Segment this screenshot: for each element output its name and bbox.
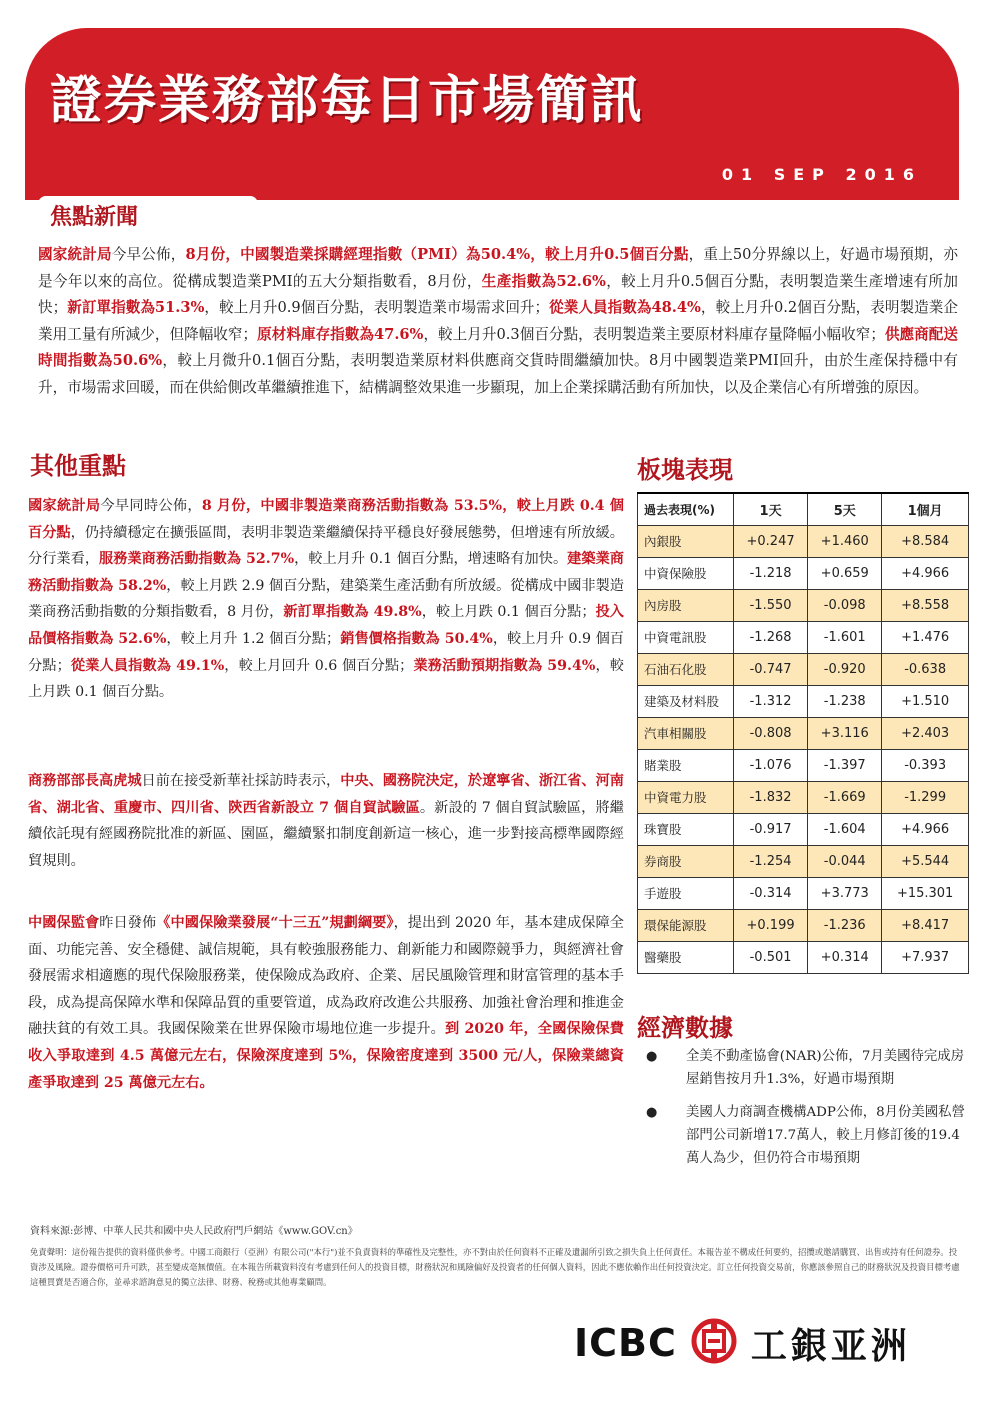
body-text: 日前在接受新華社採訪時表示，	[141, 773, 341, 789]
sector-name: 中資電力股	[638, 781, 734, 813]
value-1m: +15.301	[882, 877, 969, 909]
value-5d: -1.397	[808, 749, 882, 781]
header-5d: 5天	[808, 493, 882, 525]
sector-name: 中資電訊股	[638, 621, 734, 653]
body-text: 。新設的 7 個自貿試驗區，將繼續依託現有經國務院批准的新區、園區，繼續緊扣制度創新這一核心，進一步對接高標準國際經貿規則。	[28, 799, 624, 869]
table-row	[638, 653, 969, 685]
sector-name: 券商股	[638, 845, 734, 877]
economic-item-text: 美國人力商調查機構ADP公佈，8月份美國私營部門公司新增17.7萬人，較上月修訂後的19.4萬人為少，但仍符合市場預期	[686, 1105, 965, 1166]
value-5d: -1.236	[808, 909, 882, 941]
data-source: 資料來源:彭博、中華人民共和國中央人民政府門戶網站《www.GOV.cn》	[30, 1226, 358, 1237]
economic-data-title: 經濟數據	[637, 1014, 733, 1042]
sector-name: 珠寶股	[638, 813, 734, 845]
highlighted-text: 投入品價格指數為 52.6%	[28, 604, 624, 647]
highlighted-text: 到 2020 年，全國保險保費收入爭取達到 4.5 萬億元左右，保險深度達到 5%，保險密度達到 3500 元/人，保險業總資產爭取達到 25 萬億元左右。	[28, 1021, 624, 1091]
body-text: ，較上月升0.9個百分點，表明製造業市場需求回升；	[204, 299, 550, 317]
highlighted-text: 國家統計局	[28, 498, 101, 514]
bullet-icon: ●	[646, 1049, 658, 1064]
value-1d: -1.076	[734, 749, 808, 781]
economic-item-text: 全美不動產協會(NAR)公佈，7月美國待完成房屋銷售按月升1.3%，好過市場預期	[686, 1049, 965, 1087]
report-date: 01 SEP 2016	[721, 165, 922, 184]
value-1d: -1.254	[734, 845, 808, 877]
value-5d: -1.604	[808, 813, 882, 845]
focus-news-title: 焦點新聞	[50, 205, 139, 230]
body-text: 今早公佈，	[111, 246, 186, 263]
value-5d: -0.920	[808, 653, 882, 685]
value-1m: +4.966	[882, 557, 969, 589]
table-row	[638, 877, 969, 909]
body-text: ，提出到 2020 年，基本建成保障全面、功能完善、安全穩健、誠信規範，具有較強服務能力、創新能力和國際競爭力，與經濟社會發展需求相適應的現代保險服務業，使保險成為政府、企業、居民風險管理和財富管理的基本手段，成為提高保障水準和保障品質的重要管道，成為政府改進公共服務、加強社會治理和推進金融扶貧的有效工具。我國保險業在世界保險市場地位進一步提升。	[28, 915, 624, 1038]
body-text: ，較上月跌 0.1 個百分點；	[421, 604, 596, 621]
sector-name: 手遊股	[638, 877, 734, 909]
value-5d: -0.098	[808, 589, 882, 621]
value-1d: -0.747	[734, 653, 808, 685]
sector-name: 中資保險股	[638, 557, 734, 589]
sector-name: 醫藥股	[638, 941, 734, 973]
sector-name: 建築及材料股	[638, 685, 734, 717]
body-text: ，較上月升 0.9 個百分點；	[28, 630, 624, 674]
table-row	[638, 685, 969, 717]
table-row	[638, 845, 969, 877]
list-item	[640, 1101, 965, 1170]
economic-data-list	[640, 1045, 965, 1180]
table-row	[638, 557, 969, 589]
highlight-paragraph-nbs	[28, 493, 624, 706]
sector-performance-title: 板塊表現	[637, 456, 733, 484]
highlighted-text: 新訂單指數為51.3%	[67, 299, 205, 317]
table-row	[638, 781, 969, 813]
table-row	[638, 717, 969, 749]
bullet-icon: ●	[646, 1105, 658, 1120]
value-5d: +0.314	[808, 941, 882, 973]
value-5d: +1.460	[808, 525, 882, 557]
highlighted-text: 中央、國務院決定，於遼寧省、浙江省、河南省、湖北省、重慶市、四川省、陝西省新設立 7 個自貿試驗區	[28, 773, 624, 816]
highlighted-text: 國家統計局	[38, 246, 112, 263]
header-1d: 1天	[734, 493, 808, 525]
value-1d: +0.247	[734, 525, 808, 557]
value-1d: -0.808	[734, 717, 808, 749]
value-1m: +8.417	[882, 909, 969, 941]
icbc-emblem-icon	[691, 1318, 737, 1368]
value-5d: +0.659	[808, 557, 882, 589]
highlighted-text: 服務業商務活動指數為 52.7%	[99, 551, 295, 568]
highlight-paragraph-insurance	[28, 910, 624, 1096]
value-1m: +7.937	[882, 941, 969, 973]
sector-name: 內房股	[638, 589, 734, 621]
highlighted-text: 業務活動預期指數為 59.4%	[413, 657, 596, 674]
icbc-logo	[574, 1318, 911, 1368]
sector-name: 環保能源股	[638, 909, 734, 941]
value-1d: -1.218	[734, 557, 808, 589]
body-text: ，較上月微升0.1個百分點，表明製造業原材料供應商交貨時間繼續加快。8月中國製造業PMI回升，由於生產保持穩中有升，市場需求回暖，而在供給側改革繼續推進下，結構調整效果進一步顯現，加上企業採購活動有所加快，以及企業信心有所增強的原因。	[38, 352, 958, 396]
body-text: 今早同時公佈，	[100, 498, 202, 514]
value-1m: +1.476	[882, 621, 969, 653]
body-text: 昨日發佈	[99, 915, 157, 931]
highlight-paragraph-ftz	[28, 768, 624, 874]
value-1d: -0.501	[734, 941, 808, 973]
highlighted-text: 從業人員指數為 49.1%	[70, 657, 225, 674]
highlighted-text: 商務部部長高虎城	[28, 773, 142, 789]
value-1m: +4.966	[882, 813, 969, 845]
value-1m: +2.403	[882, 717, 969, 749]
header-period: 過去表現(%)	[638, 493, 734, 525]
sector-name: 汽車相關股	[638, 717, 734, 749]
highlighted-text: 建築業商務活動指數為 58.2%	[28, 551, 624, 594]
value-1d: -1.550	[734, 589, 808, 621]
sector-name: 賭業股	[638, 749, 734, 781]
value-1m: +1.510	[882, 685, 969, 717]
body-text: ，較上月回升 0.6 個百分點；	[224, 657, 414, 674]
table-row	[638, 909, 969, 941]
table-header-row	[638, 493, 969, 525]
value-1d: -1.832	[734, 781, 808, 813]
body-text: ，較上月升 1.2 個百分點；	[166, 630, 341, 647]
highlighted-text: 8月份，中國製造業採購經理指數（PMI）為50.4%，較上月升0.5個百分點	[185, 246, 689, 263]
page-title: 證券業務部每日市場簡訊	[50, 71, 645, 131]
value-1m: -1.299	[882, 781, 969, 813]
value-1m: +8.558	[882, 589, 969, 621]
value-1d: -1.312	[734, 685, 808, 717]
value-5d: -0.044	[808, 845, 882, 877]
body-text: ，重上50分界線以上，好過市場預期，亦是今年以來的高位。從構成製造業PMI的五大分類指數看，8月份，	[38, 246, 958, 290]
table-row	[638, 941, 969, 973]
value-1d: +0.199	[734, 909, 808, 941]
value-1d: -0.917	[734, 813, 808, 845]
table-row	[638, 813, 969, 845]
logo-text-cn: 工銀亚洲	[750, 1325, 911, 1367]
focus-news-text	[38, 242, 958, 402]
logo-text-en: ICBC	[574, 1321, 677, 1365]
body-text: ，較上月跌 2.9 個百分點，建築業生產活動有所放緩。從構成中國非製造業商務活動指數的分類指數看，8 月份，	[28, 577, 624, 621]
highlighted-text: 供應商配送時間指數為50.6%	[38, 325, 958, 370]
highlighted-text: 中國保監會	[28, 915, 100, 931]
body-text: ，較上月升0.3個百分點，表明製造業主要原材料庫存量降幅小幅收窄；	[423, 325, 885, 343]
value-5d: -1.238	[808, 685, 882, 717]
body-text: ，仍持續穩定在擴張區間，表明非製造業繼續保持平穩良好發展態勢，但增速有所放緩。分行業看，	[28, 524, 624, 568]
highlighted-text: 8 月份，中國非製造業商務活動指數為 53.5%，較上月跌 0.4 個百分點	[28, 498, 624, 541]
value-5d: +3.116	[808, 717, 882, 749]
value-1d: -0.314	[734, 877, 808, 909]
value-1m: -0.393	[882, 749, 969, 781]
value-1m: +5.544	[882, 845, 969, 877]
highlighted-text: 《中國保險業發展“十三五”規劃綱要》	[156, 915, 394, 931]
body-text: ，較上月升0.5個百分點，表明製造業生產增速有所加快；	[38, 272, 958, 317]
body-text: ，較上月升0.2個百分點，表明製造業企業用工量有所減少，但降幅收窄；	[38, 299, 958, 343]
other-highlights-title: 其他重點	[30, 452, 126, 480]
value-1d: -1.268	[734, 621, 808, 653]
list-item	[640, 1045, 965, 1091]
value-1m: -0.638	[882, 653, 969, 685]
disclaimer: 免責聲明：這份報告提供的資料僅供參考。中國工商銀行（亞洲）有限公司("本行")並不負責資料的準確性及完整性，亦不對由於任何資料不正確及遺漏所引致之損失負上任何責任。本報告並不構成任何要約，招攬或邀請購買、出售或持有任何證券。投資涉及風險。證券價格可升可跌，甚至變成毫無價值。在本報告所載資料沒有考慮到任何人的投資目標，財務狀況和風險偏好及投資者的任何個人資料，因此不應依賴作出任何投資決定。訂立任何投資交易前，你應該參照自己的財務狀況及投資目標考慮這種買賣是否適合你，並尋求諮詢意見的獨立法律、財務、稅務或其他專業顧問。	[30, 1247, 960, 1287]
table-row	[638, 525, 969, 557]
table-row	[638, 749, 969, 781]
sector-name: 內銀股	[638, 525, 734, 557]
body-text: ，較上月跌 0.1 個百分點。	[28, 657, 624, 701]
value-5d: -1.669	[808, 781, 882, 813]
body-text: ，較上月升 0.1 個百分點，增速略有加快。	[294, 551, 568, 568]
value-5d: -1.601	[808, 621, 882, 653]
highlighted-text: 新訂單指數為 49.8%	[283, 604, 422, 621]
value-5d: +3.773	[808, 877, 882, 909]
table-row	[638, 621, 969, 653]
highlighted-text: 生產指數為52.6%	[481, 272, 606, 290]
header-1m: 1個月	[882, 493, 969, 525]
highlighted-text: 銷售價格指數為 50.4%	[340, 630, 493, 647]
highlighted-text: 從業人員指數為48.4%	[549, 299, 701, 317]
sector-performance-table	[637, 492, 969, 974]
table-row	[638, 589, 969, 621]
highlighted-text: 原材料庫存指數為47.6%	[257, 325, 424, 343]
value-1m: +8.584	[882, 525, 969, 557]
sector-name: 石油石化股	[638, 653, 734, 685]
